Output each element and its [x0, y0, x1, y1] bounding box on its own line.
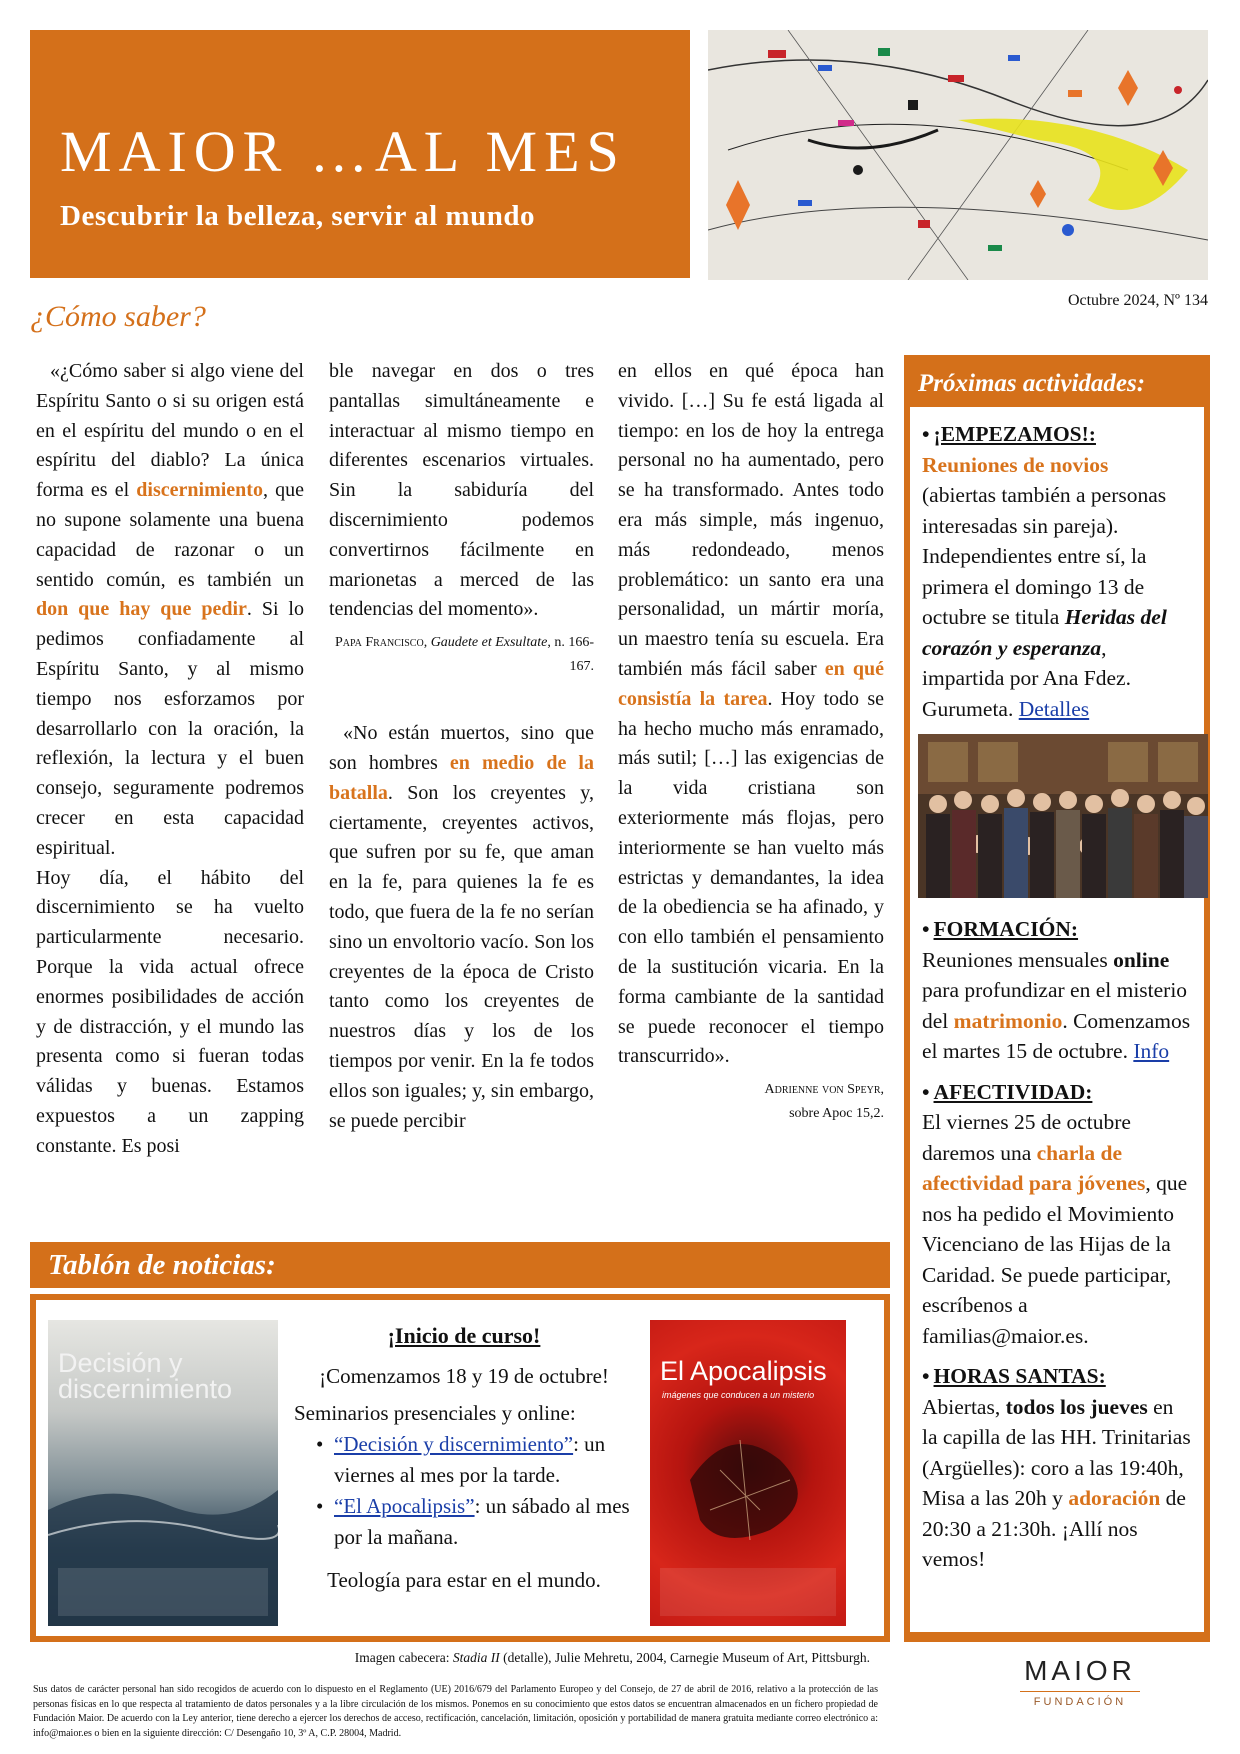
abstract-painting-graphic: [708, 30, 1208, 280]
masthead-banner: [30, 30, 690, 278]
highlight-discernimiento: discernimiento: [136, 479, 263, 502]
poster-abstract-graphic: [650, 1320, 846, 1626]
poster-decision-discernimiento[interactable]: [48, 1320, 278, 1626]
noticeboard-content: [36, 1300, 884, 1636]
activity-holy-hours: • HORAS SANTAS: Abiertas, todos los jueves en la capilla de las HH. Trinitarias (Argüelles): coro a las 19:40h, Misa a las 20h y adoración de 20:30 a 21:30h. ¡Allí nos vemos!: [922, 1364, 1191, 1571]
course-start-notice: [294, 1320, 634, 1596]
highlight-tarea: en qué consistía la tarea: [618, 657, 884, 710]
quote-paragraph: Hoy día, el hábito del discernimiento se ha vuelto particularmente necesario. Porque la vida actual ofrece enormes posibilidades de acción y de distracción, y el mundo las presenta como si fueran todas válidas y buenas. Estamos expuestos a un zapping constante. Es posi: [36, 866, 304, 1157]
sidebar-title: Próximas actividades:: [918, 370, 1146, 397]
info-link[interactable]: Info: [1133, 1039, 1170, 1063]
article-column-2: [329, 357, 594, 1136]
poster-apocalipsis[interactable]: [650, 1320, 846, 1626]
sidebar-content: [910, 407, 1204, 1632]
header-artwork-image: [708, 30, 1208, 280]
activity-couples: • ¡EMPEZAMOS!: Reuniones de novios (abiertas también a personas interesadas sin pareja). Independientes entre sí, la primera el domingo 13 de octubre se titula Heridas del corazón y esperanza, impartida por Ana Fdez. Gurumeta. Detalles: [922, 422, 1167, 721]
article-title: ¿Cómo saber?: [30, 300, 206, 333]
quote-paragraph: en ellos en qué época han vivido. […] Su fe está ligada al tiempo: en los de hoy la entrega personal no ha aumentado, pero se ha transformado. Antes todo era más simple, más ingenuo, más redondeado, menos problemático: un santo era una personalidad, un mártir moría, un maestro tenía su escuela. Era también más fácil saber en qué consistía la tarea. Hoy todo se ha hecho mucho más enramado, más sutil; […] las exigencias de la vida cristiana son exteriormente más flojas, pero interiormente se han vuelto más estrictas y demandantes, la idea de la obediencia se ha afinado, y con ello también el pensamiento de la sustitución vicaria. En la forma cambiante de la santidad se puede reconocer el tiempo transcurrido».: [618, 360, 884, 1068]
upcoming-activities-panel: [904, 355, 1210, 1642]
seminars-intro: Seminarios presenciales y online:: [294, 1401, 576, 1425]
seminar-item: • “El Apocalipsis”: un sábado al mes por la mañana.: [334, 1491, 634, 1553]
maior-logo: [990, 1655, 1170, 1708]
privacy-notice: Sus datos de carácter personal han sido recogidos de acuerdo con lo dispuesto en el Reglamento (UE) 2016/679 del Parlamento Europeo y del Consejo, de 27 de abril de 2016, relativo a la protección de las personas físicas en lo que respecta al tratamiento de datos personales y a la libre circulación de los mismos. Ponemos en su conocimiento que estos datos se encuentran almacenados en un fichero propiedad de Fundación Maior. De acuerdo con la Ley anterior, tiene derecho a ejercer los derechos de acceso, rectificación, cancelación, limitación, oposición y portabilidad de manera gratuita mediante correo electrónico a: info@maior.es o bien en la siguiente dirección: C/ Desengaño 10, 3º A, C.P. 28004, Madrid.: [33, 1684, 878, 1739]
activity-heading: ¡EMPEZAMOS!:: [933, 422, 1096, 446]
seminar-link-apocalipsis[interactable]: “El Apocalipsis”: [334, 1494, 475, 1518]
tagline: Descubrir la belleza, servir al mundo: [60, 200, 535, 232]
logo-wordmark: MAIOR: [1024, 1655, 1136, 1686]
quote-paragraph: «No están muertos, sino que son hombres en medio de la batalla. Son los creyentes y, ciertamente, creyentes activos, que sufren por su fe, que aman en la fe, para quienes la fe es todo, que fuera de la fe no serían sino un envoltorio vacío. Son los creyentes de la época de Cristo tanto como los creyentes de nuestros días y los de los tiempos por venir. En la fe todos ellos son iguales; y, sin embargo, se puede percibir: [329, 722, 594, 1132]
logo-subtitle: FUNDACIÓN: [1033, 1696, 1127, 1708]
quote-paragraph: «¿Cómo saber si algo viene del Espíritu Santo o si su origen está en el espíritu del mundo o en el espíritu del diablo? La única forma es el discernimiento, que no supone solamente una buena capacidad de razonar o un sentido común, es también un don que hay que pedir. Si lo pedimos confiadamente al Espíritu Santo, y al mismo tiempo nos esforzamos por desarrollarlo con la oración, la reflexión, la lectura y el buen consejo, seguramente podremos crecer en esta capacidad espiritual.: [36, 360, 304, 859]
course-start-dates: ¡Comenzamos 18 y 19 de octubre!: [319, 1364, 609, 1388]
group-photo: [918, 734, 1208, 898]
activity-affectivity: • AFECTIVIDAD: El viernes 25 de octubre daremos una charla de afectividad para jóvenes, que nos ha pedido el Movimiento Vicenciano de las Hijas de la Caridad. Se puede participar, escríbenos a familias@maior.es.: [922, 1079, 1188, 1348]
noticeboard: [30, 1294, 890, 1642]
activity-heading: FORMACIÓN:: [933, 917, 1079, 941]
seminar-list: [294, 1429, 634, 1553]
poster-title: El Apocalipsis: [660, 1356, 827, 1386]
citation-francisco: Papa Francisco, Gaudete et Exsultate, n. 166-167.: [334, 635, 594, 675]
poster-title: Decisión y discernimiento: [58, 1348, 233, 1404]
activity-heading: HORAS SANTAS:: [933, 1364, 1106, 1388]
noticeboard-header: [30, 1242, 890, 1288]
group-photo-graphic: [918, 734, 1208, 898]
seminar-item: • “Decisión y discernimiento”: un viernes al mes por la tarde.: [334, 1429, 634, 1491]
citation-speyr: Adrienne von Speyr, sobre Apoc 15,2.: [764, 1082, 884, 1122]
image-credit: Imagen cabecera: Stadia II (detalle), Julie Mehretu, 2004, Carnegie Museum of Art, Pittsburgh.: [354, 1650, 870, 1665]
logo-divider: [1020, 1691, 1140, 1692]
article-column-3: [618, 357, 884, 1126]
quote-paragraph: ble navegar en dos o tres pantallas simultáneamente e interactuar al mismo tiempo en diferentes escenarios virtuales. Sin la sabiduría del discernimiento podemos convertirnos fácilmente en marionetas a merced de las tendencias del momento».: [329, 360, 594, 621]
details-link[interactable]: Detalles: [1018, 696, 1090, 721]
board-closing: Teología para estar en el mundo.: [327, 1568, 601, 1592]
poster-wave-graphic: [48, 1320, 278, 1626]
activity-heading: AFECTIVIDAD:: [933, 1079, 1093, 1104]
activity-formation: • FORMACIÓN: Reuniones mensuales online para profundizar en el misterio del matrimonio. Comenzamos el martes 15 de octubre. Info: [922, 917, 1191, 1063]
masthead-title: MAIOR …AL MES: [60, 119, 626, 184]
noticeboard-title: Tablón de noticias:: [48, 1249, 276, 1281]
course-start-heading: ¡Inicio de curso!: [387, 1323, 541, 1348]
article-column-1: [36, 357, 304, 1162]
poster-subtitle: imágenes que conducen a un misterio: [662, 1390, 815, 1400]
seminar-link-decision[interactable]: “Decisión y discernimiento”: [334, 1432, 574, 1456]
highlight-don: don que hay que pedir: [36, 598, 247, 621]
issue-date: Octubre 2024, Nº 134: [1067, 292, 1208, 309]
highlight-batalla: en medio de la batalla: [329, 751, 594, 804]
